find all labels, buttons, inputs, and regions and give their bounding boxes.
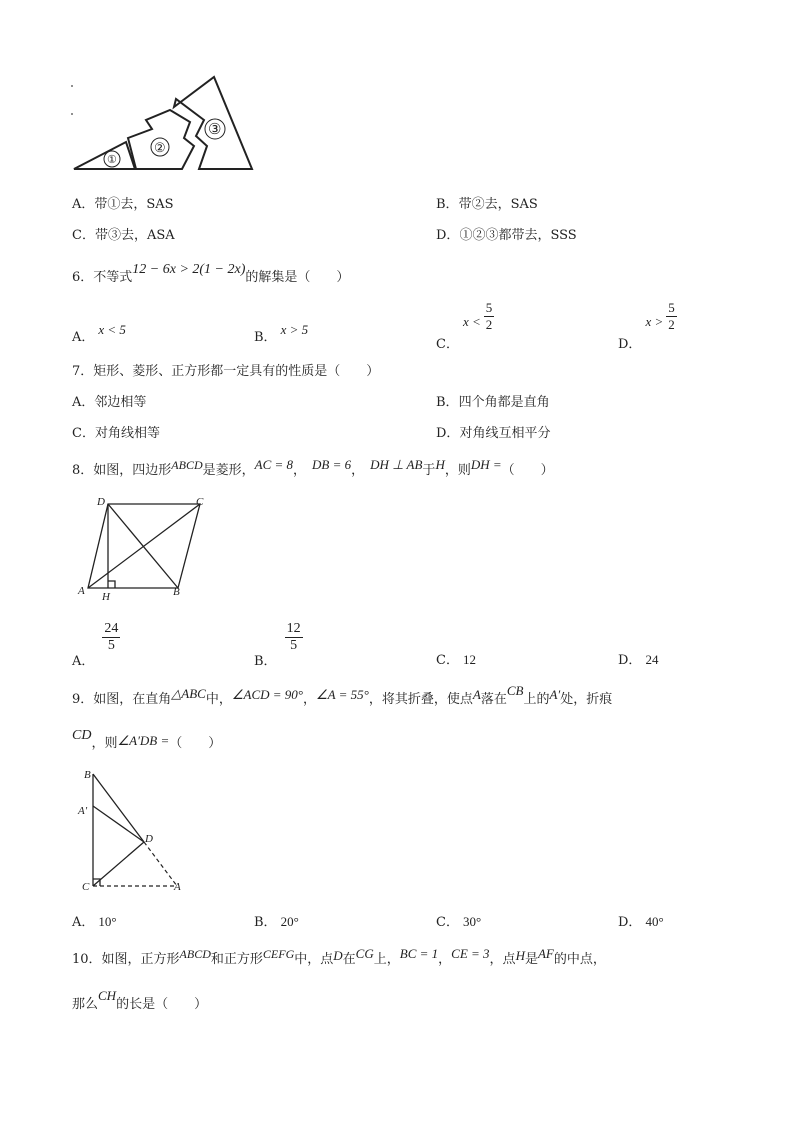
fraction-numerator: 24: [104, 621, 119, 636]
q5-label-2: ②: [154, 140, 166, 155]
fraction-denominator: 2: [668, 317, 675, 332]
stem-text: 是菱形，: [202, 463, 255, 478]
stem-math: BC = 1: [399, 946, 439, 961]
q8-label-c: C: [196, 496, 204, 508]
q5-option-d[interactable]: [436, 224, 577, 243]
stem-text: ，: [438, 952, 452, 967]
q9-option-c[interactable]: [436, 911, 481, 930]
q6-inequality: 12 − 6x > 2(1 − 2x): [132, 262, 246, 277]
q9-label-a-prime: A′: [78, 805, 88, 817]
stem-math: H: [435, 457, 445, 472]
option-letter: C．: [72, 426, 95, 441]
option-text: 对角线互相平分: [459, 426, 551, 441]
stem-math: CG: [355, 946, 374, 961]
stem-math: A′: [549, 687, 561, 702]
option-letter: B．: [436, 197, 459, 212]
option-letter: C．: [72, 228, 95, 243]
option-letter: A．: [72, 915, 95, 930]
q5-label-3: ③: [208, 122, 222, 138]
stem-math: CB: [506, 683, 524, 698]
stem-math: CD: [72, 728, 92, 743]
option-text: ①②③都带去，SSS: [459, 228, 577, 243]
stem-text: ，: [351, 463, 365, 478]
stem-math: CE = 3: [451, 946, 490, 961]
q6-suffix: 的解集是（ ）: [245, 270, 350, 285]
stem-text: 中，点: [294, 952, 334, 967]
stem-text: 中，: [205, 692, 232, 707]
q10-stem-line1: [72, 948, 606, 967]
stem-text: ，则: [444, 463, 471, 478]
stem-text: ，点: [489, 952, 516, 967]
option-text: 20°: [280, 914, 299, 929]
option-text: 24: [645, 652, 659, 667]
stem-text: ，则: [91, 736, 118, 751]
q9-label-b: B: [84, 769, 91, 781]
stem-text: 上，: [373, 952, 400, 967]
stem-text: 那么: [72, 997, 99, 1012]
q8-option-c[interactable]: [436, 649, 476, 668]
q7-option-d[interactable]: [436, 422, 550, 441]
stem-math: AC = 8: [254, 457, 294, 472]
stem-math: ABCD: [179, 947, 211, 961]
stem-math: A: [472, 687, 481, 702]
q6-stem: [72, 262, 350, 286]
stem-math: ∠A′DB =: [117, 733, 170, 748]
q6-option-c[interactable]: [436, 300, 494, 352]
stem-math: AF: [537, 946, 554, 961]
q5-broken-triangle-figure: [70, 72, 260, 177]
option-fraction: [285, 621, 303, 654]
q6-option-d[interactable]: [618, 300, 677, 352]
stem-text: 的中点，: [553, 952, 606, 967]
stem-text: 和正方形: [210, 952, 263, 967]
option-expr: x > 5: [280, 322, 309, 337]
fraction-denominator: 5: [107, 638, 115, 653]
option-expr: x < 5: [98, 322, 126, 337]
stem-text: 上的: [523, 692, 550, 707]
stem-math: CH: [98, 988, 117, 1003]
option-expr: x <: [462, 314, 481, 329]
stem-math: △ABC: [171, 686, 206, 701]
stem-math: ∠A = 55°: [316, 687, 369, 702]
q8-option-d[interactable]: [618, 649, 658, 668]
q7-option-c[interactable]: [72, 422, 160, 441]
option-fraction: [666, 300, 677, 333]
stem-math: ∠ACD = 90°: [231, 687, 303, 702]
option-text: 四个角都是直角: [458, 395, 550, 410]
q5-option-c[interactable]: [72, 224, 175, 243]
q10-stem-line2: [72, 988, 208, 1012]
option-letter: D．: [618, 653, 642, 668]
option-letter: D．: [618, 915, 642, 930]
option-letter: D．: [618, 337, 642, 352]
stem-text: 于: [422, 463, 436, 478]
stem-text: 9．如图，在直角: [72, 692, 172, 707]
q9-option-b[interactable]: [254, 911, 299, 930]
q5-option-a[interactable]: [72, 193, 174, 212]
stem-math: D: [333, 948, 343, 963]
stem-text: 的长是（ ）: [116, 997, 208, 1012]
q9-label-c: C: [82, 881, 90, 893]
stem-math: H: [515, 948, 525, 963]
option-text: 10°: [98, 914, 117, 929]
option-letter: B．: [254, 915, 277, 930]
q5-option-b[interactable]: [436, 193, 538, 212]
option-fraction: [102, 621, 120, 654]
option-text: 带②去，SAS: [458, 197, 538, 212]
q9-stem-line2: [72, 728, 222, 752]
stem-text: 落在: [480, 692, 507, 707]
option-letter: C．: [436, 915, 459, 930]
q5-label-1: ①: [107, 154, 117, 166]
option-letter: D．: [436, 426, 460, 441]
stem-text: 在: [342, 952, 356, 967]
q6-option-a[interactable]: [72, 322, 126, 345]
q6-prefix: 6．不等式: [72, 270, 133, 285]
fraction-denominator: 5: [290, 638, 298, 653]
option-fraction: [484, 300, 495, 333]
option-letter: A．: [72, 330, 95, 345]
q9-triangle-fold-figure: [74, 766, 190, 894]
option-letter: B．: [436, 395, 459, 410]
option-text: 12: [462, 652, 476, 667]
fraction-numerator: 12: [286, 621, 301, 636]
q8-label-a: A: [78, 585, 85, 597]
q9-option-d[interactable]: [618, 911, 664, 930]
option-letter: C．: [436, 337, 459, 352]
q8-label-h: H: [102, 591, 110, 603]
stem-math: CEFG: [262, 947, 295, 961]
fraction-numerator: 5: [485, 300, 493, 315]
option-letter: A．: [72, 395, 95, 410]
option-letter: C．: [436, 653, 459, 668]
stem-math: DH ⊥ AB: [370, 457, 423, 472]
q8-stem: [72, 459, 554, 478]
stem-text: （ ）: [169, 736, 222, 751]
q9-stem-line1: [72, 683, 613, 707]
option-text: 30°: [462, 914, 482, 929]
q9-label-a: A: [174, 881, 181, 893]
option-letter: A．: [72, 654, 95, 669]
q8-option-a[interactable]: [72, 621, 120, 669]
stem-text: ，: [293, 463, 307, 478]
option-text: 对角线相等: [94, 426, 160, 441]
q8-option-b[interactable]: [254, 621, 303, 669]
option-text: 带③去，ASA: [94, 228, 175, 243]
q7-stem: 7．矩形、菱形、正方形都一定具有的性质是（ ）: [72, 364, 380, 379]
option-expr: x >: [645, 314, 664, 329]
option-letter: D．: [436, 228, 460, 243]
q8-label-b: B: [173, 586, 180, 598]
stem-math: ABCD: [171, 458, 203, 472]
stem-text: （ ）: [501, 463, 554, 478]
option-text: 40°: [645, 914, 664, 929]
option-text: 邻边相等: [94, 395, 147, 410]
q8-label-d: D: [97, 496, 105, 508]
stem-text: 是: [524, 952, 538, 967]
q9-label-d: D: [145, 833, 153, 845]
stem-text: 8．如图，四边形: [72, 463, 172, 478]
stem-text: 处，折痕: [560, 692, 613, 707]
q6-option-b[interactable]: [254, 322, 309, 345]
q9-option-a[interactable]: [72, 911, 117, 930]
option-letter: B．: [254, 654, 277, 669]
q7-option-a[interactable]: [72, 391, 146, 410]
stem-text: ，: [303, 692, 317, 707]
stem-text: 10．如图，正方形: [72, 952, 180, 967]
option-letter: B．: [254, 330, 277, 345]
fraction-denominator: 2: [485, 317, 493, 332]
stem-text: ，将其折叠，使点: [368, 692, 473, 707]
stem-math: DB = 6: [312, 457, 352, 472]
stem-math: DH =: [470, 457, 502, 472]
q8-rhombus-figure: [72, 492, 212, 604]
q7-option-b[interactable]: [436, 391, 550, 410]
option-letter: A．: [72, 197, 95, 212]
fraction-numerator: 5: [668, 300, 675, 315]
option-text: 带①去，SAS: [94, 197, 174, 212]
